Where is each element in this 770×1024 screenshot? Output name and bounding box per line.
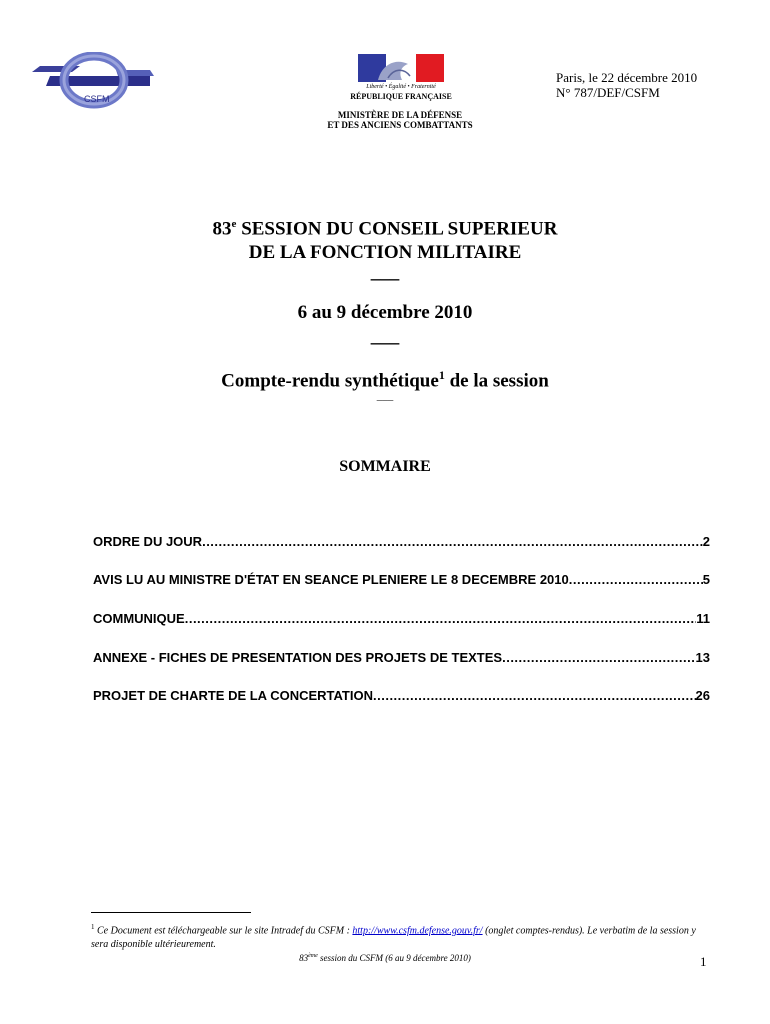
csfm-logo-text: CSFM	[84, 94, 110, 104]
title-separator: ___	[370, 262, 400, 283]
toc-leader	[185, 611, 697, 626]
session-dates: 6 au 9 décembre 2010	[297, 302, 473, 323]
toc-entry[interactable]	[93, 534, 710, 549]
session-number: 83	[212, 218, 232, 240]
footnote	[91, 920, 711, 952]
footnote-text-end: (onglet comptes-rendus). Le verbatim de la session y sera disponible ultérieurement.	[91, 925, 696, 951]
toc-label: COMMUNIQUE	[93, 611, 185, 626]
toc-entry[interactable]	[93, 611, 710, 626]
csfm-logo	[32, 52, 154, 114]
toc-page: 26	[695, 688, 710, 703]
sommaire-heading: SOMMAIRE	[339, 458, 431, 475]
ministry-line-2: ET DES ANCIENS COMBATTANTS	[327, 120, 473, 130]
republique-name: RÉPUBLIQUE FRANÇAISE	[350, 92, 452, 101]
toc-leader	[373, 688, 696, 703]
session-superscript: e	[231, 218, 237, 230]
toc-entry[interactable]	[93, 572, 710, 587]
place-date: Paris, le 22 décembre 2010	[556, 70, 698, 85]
footnote-rule	[91, 912, 251, 913]
title-line-2: DE LA FONCTION MILITAIRE	[248, 242, 522, 264]
title-line-1	[0, 212, 770, 241]
toc-label: AVIS LU AU MINISTRE D'ÉTAT EN SEANCE PLENIERE LE 8 DECEMBRE 2010	[93, 572, 569, 587]
page-number: 1	[700, 954, 707, 969]
toc-entry[interactable]	[93, 688, 710, 703]
reference-number: N° 787/DEF/CSFM	[556, 85, 660, 100]
footer-text: session du CSFM (6 au 9 décembre 2010)	[317, 953, 471, 963]
toc-label: ANNEXE - FICHES DE PRESENTATION DES PROJETS DE TEXTES	[93, 650, 503, 665]
title-line-1-text: SESSION DU CONSEIL SUPERIEUR	[236, 218, 558, 240]
report-title	[0, 368, 770, 392]
toc-leader	[502, 650, 695, 665]
toc-page: 2	[702, 534, 710, 549]
toc-leader	[202, 534, 703, 549]
toc-label: ORDRE DU JOUR	[93, 534, 203, 549]
toc-leader	[569, 572, 703, 587]
footer-number: 83	[299, 953, 309, 963]
running-footer	[0, 953, 770, 963]
report-title-suffix: de la session	[444, 370, 549, 392]
date-block	[556, 70, 697, 100]
footer-sup: ème	[308, 953, 318, 959]
csfm-site-link[interactable]: http://www.csfm.defense.gouv.fr/	[352, 925, 483, 937]
toc-label: PROJET DE CHARTE DE LA CONCERTATION	[93, 688, 373, 703]
footnote-text: Ce Document est téléchargeable sur le site Intradef du CSFM :	[94, 925, 353, 937]
footnote-ref: 1	[438, 368, 445, 382]
footnote-mark: 1	[91, 923, 95, 931]
toc-page: 13	[695, 650, 710, 665]
small-separator: ___	[376, 390, 394, 402]
dates-separator: ___	[370, 326, 400, 347]
toc-page: 5	[702, 572, 710, 587]
republique-motto: Liberté • Égalité • Fraternité	[366, 84, 436, 90]
toc-page: 11	[696, 611, 710, 626]
ministry-title	[300, 110, 500, 130]
toc-entry[interactable]	[93, 650, 710, 665]
document-title	[0, 212, 770, 265]
ministry-line-1: MINISTÈRE DE LA DÉFENSE	[337, 110, 463, 120]
report-title-text: Compte-rendu synthétique	[221, 370, 439, 392]
